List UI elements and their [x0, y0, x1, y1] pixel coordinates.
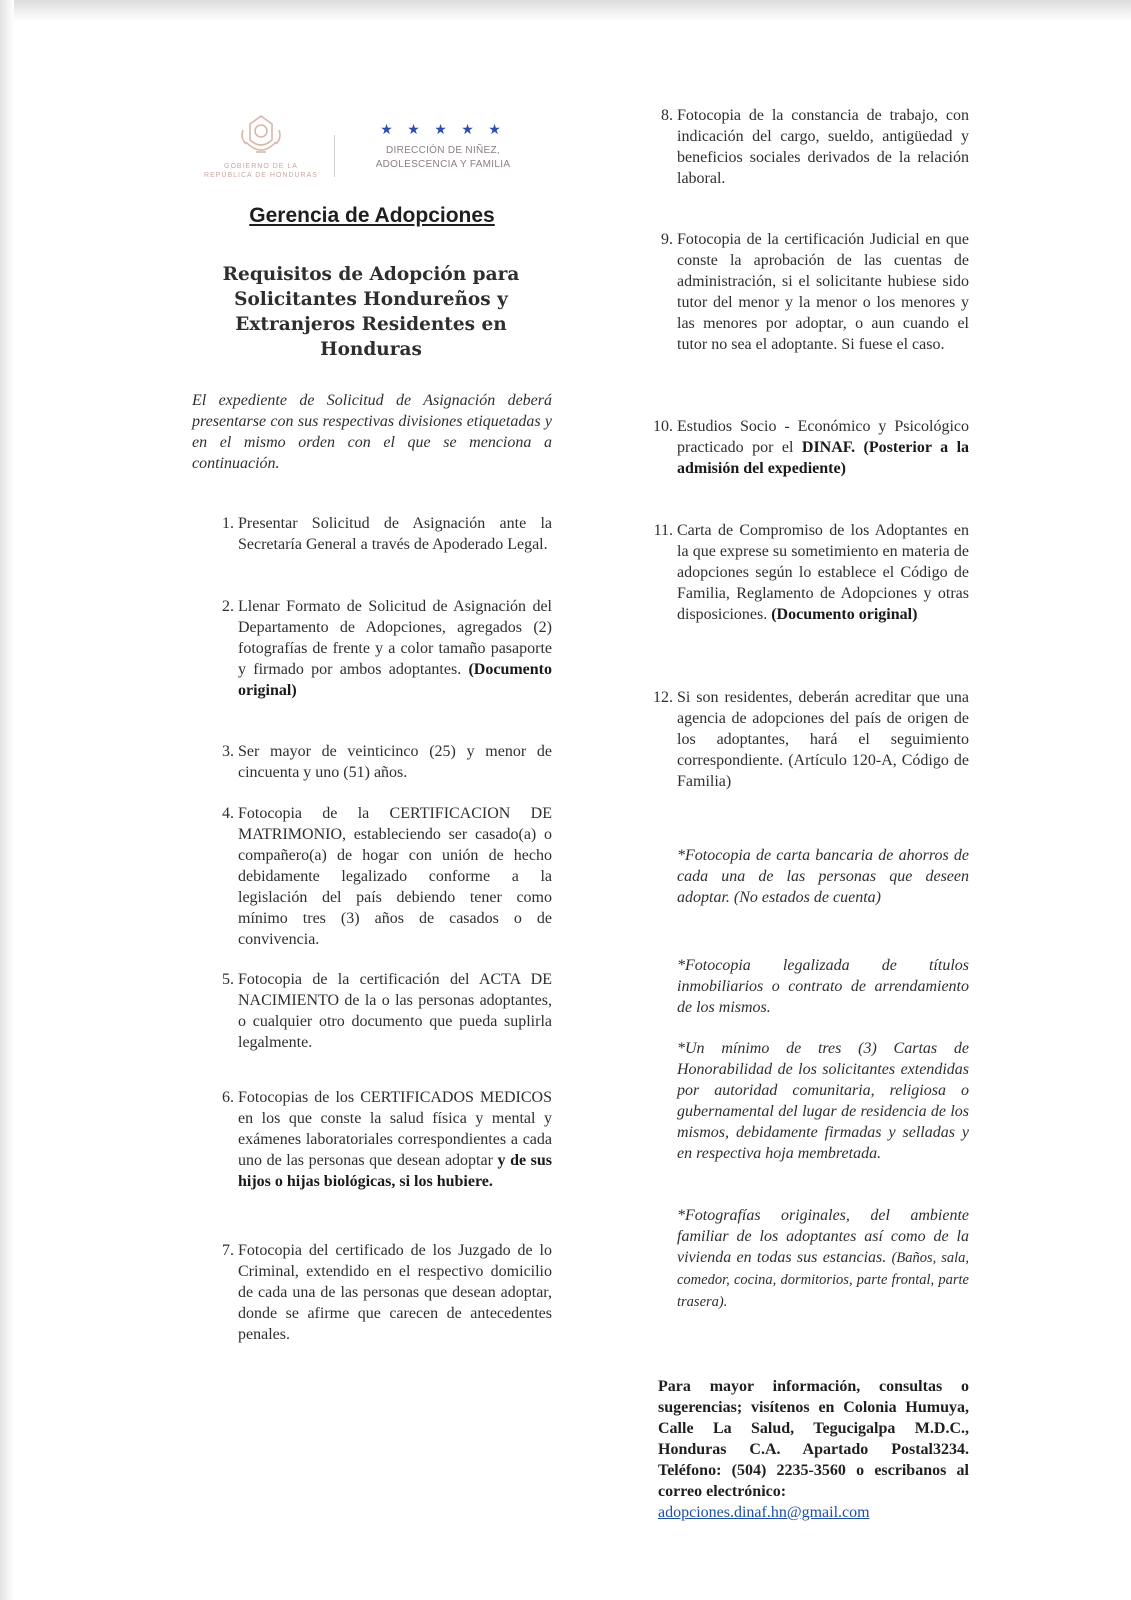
contact-text: Para mayor información, consultas o sugerencias; visítenos en Colonia Humuya, Calle La Salud, Tegucigalpa M.D.C., Honduras C.A. Apartado Postal3234. Teléfono: (504) 2235-3560 o escribanos al correo electrónico:	[658, 1378, 969, 1500]
seal-icon	[238, 112, 284, 158]
requirement-number: 8.	[661, 107, 673, 124]
requirement-text: Estudios Socio - Económico y Psicológico practicado por el	[677, 418, 969, 456]
requirement-item	[222, 1240, 552, 1345]
requirement-bold-note: (Documento original)	[771, 606, 918, 623]
dinaf-text	[368, 144, 518, 172]
requirement-text: Fotocopia de la constancia de trabajo, con indicación del cargo, sueldo, antigüedad y beneficios sociales derivados de la relación laboral.	[677, 107, 969, 187]
requirement-item	[222, 969, 552, 1053]
requirement-bold-note: y de sus hijos o hijas biológicas, si los hubiere.	[238, 1152, 553, 1190]
gov-text-line-1: GOBIERNO DE LA	[224, 163, 298, 170]
requirement-text: Fotocopias de los CERTIFICADOS MEDICOS en los que conste la salud física y mental y exámenes laboratoriales correspondientes a cada uno de las personas que desean adoptar	[238, 1089, 552, 1169]
note-honor-letters: *Un mínimo de tres (3) Cartas de Honorabilidad de los solicitantes extendidas por autoridad comunitaria, religiosa o gubernamental del lugar de residencia de los mismos, debidamente firmadas y selladas y en respectiva hoja membretada.	[677, 1040, 969, 1162]
requirement-item	[222, 741, 552, 783]
dinaf-logo	[368, 122, 518, 172]
requirement-item	[661, 105, 969, 189]
subtitle-line-3: Extranjeros Residentes en	[235, 314, 507, 335]
requirement-number: 6.	[222, 1089, 234, 1106]
note-photographs-rooms: (Baños, sala, comedor, cocina, dormitorios, parte frontal, parte trasera).	[677, 1250, 970, 1310]
scan-edge-top	[0, 0, 1131, 22]
requirement-item	[653, 520, 969, 625]
requirement-number: 3.	[222, 743, 234, 760]
requirement-item	[653, 687, 969, 792]
gov-text-line-2: REPÚBLICA DE HONDURAS	[204, 172, 318, 179]
requirement-item	[222, 513, 552, 555]
requirement-number: 4.	[222, 805, 234, 822]
requirement-text: Fotocopia de la certificación Judicial en que conste la aprobación de las cuentas de administración, si el solicitante hubiese sido tutor del menor y la menor o los menores y las menores por adoptar, o aun cuando el tutor no sea el adoptante. Si fuese el caso.	[677, 231, 969, 353]
requirement-number: 11.	[653, 522, 673, 539]
requirement-number: 5.	[222, 971, 234, 988]
note-photographs	[677, 1205, 969, 1313]
document-subtitle	[190, 262, 552, 362]
intro-paragraph: El expediente de Solicitud de Asignación deberá presentarse con sus respectivas divisiones etiquetadas y en el mismo orden con el que se menciona a continuación.	[192, 392, 552, 472]
subtitle-line-4: Honduras	[320, 339, 422, 360]
requirement-number: 1.	[222, 515, 234, 532]
dinaf-line-1: DIRECCIÓN DE NIÑEZ,	[385, 145, 501, 156]
requirement-text: Fotocopia del certificado de los Juzgado de lo Criminal, extendido en el respectivo domicilio de cada una de las personas que desean adoptar, donde se afirme que carecen de antecedentes penales.	[238, 1242, 552, 1343]
requirement-bold-note: (Documento original)	[238, 661, 553, 699]
requirement-number: 9.	[661, 231, 673, 248]
requirement-number: 7.	[222, 1242, 234, 1259]
subtitle-line-2: Solicitantes Hondureños y	[234, 289, 508, 310]
requirement-item	[222, 596, 553, 701]
note-photographs-text: *Fotografías originales, del ambiente familiar de los adoptantes así como de la vivienda en todas sus estancias.	[677, 1207, 969, 1266]
requirement-text: Carta de Compromiso de los Adoptantes en la que exprese su sometimiento en materia de adopciones según lo establece el Código de Familia, Reglamento de Adopciones y otras disposiciones.	[677, 522, 969, 623]
requirement-text: Si son residentes, deberán acreditar que una agencia de adopciones del país de origen de los adoptantes, hará el seguimiento correspondiente. (Artículo 120-A, Código de Familia)	[677, 689, 969, 790]
requirement-bold-note: DINAF. (Posterior a la admisión del expediente)	[677, 439, 970, 477]
note-bank-letter: *Fotocopia de carta bancaria de ahorros de cada una de las personas que deseen adoptar. (No estados de cuenta)	[677, 847, 969, 906]
requirement-item	[661, 229, 969, 355]
requirement-item	[222, 803, 552, 950]
scan-edge-left	[0, 0, 14, 1600]
contact-email-link[interactable]: adopciones.dinaf.hn@gmail.com	[658, 1504, 870, 1521]
government-text	[196, 162, 326, 180]
requirement-number: 12.	[653, 689, 673, 706]
subtitle-line-1: Requisitos de Adopción para	[222, 264, 520, 285]
requirement-item	[222, 1087, 553, 1192]
contact-info	[658, 1376, 969, 1523]
requirement-text: Ser mayor de veinticinco (25) y menor de cincuenta y uno (51) años.	[238, 743, 552, 781]
stars-icon: ★ ★ ★ ★ ★	[380, 122, 506, 138]
requirement-number: 2.	[222, 598, 234, 615]
requirement-text: Fotocopia de la certificación del ACTA DE NACIMIENTO de la o las personas adoptantes, o cualquier otro documento que pueda suplirla legalmente.	[238, 971, 552, 1051]
dinaf-line-2: ADOLESCENCIA Y FAMILIA	[375, 159, 511, 170]
note-property-titles: *Fotocopia legalizada de títulos inmobiliarios o contrato de arrendamiento de los mismos.	[677, 957, 969, 1016]
requirement-text: Llenar Formato de Solicitud de Asignación del Departamento de Adopciones, agregados (2) fotografías de frente y a color tamaño pasaporte y firmado por ambos adoptantes.	[238, 598, 552, 678]
logo-divider	[334, 135, 335, 177]
requirement-number: 10.	[653, 418, 673, 435]
requirement-text: Fotocopia de la CERTIFICACION DE MATRIMONIO, estableciendo ser casado(a) o compañero(a) de hogar con unión de hecho debidamente legalizado conforme a la legislación del país debiendo tener como mínimo tres (3) años de casados o de convivencia.	[238, 805, 552, 948]
page-title: Gerencia de Adopciones	[249, 204, 495, 227]
government-seal-logo	[196, 112, 326, 180]
requirement-text: Presentar Solicitud de Asignación ante la Secretaría General a través de Apoderado Legal.	[238, 515, 552, 553]
requirement-item	[653, 416, 970, 479]
